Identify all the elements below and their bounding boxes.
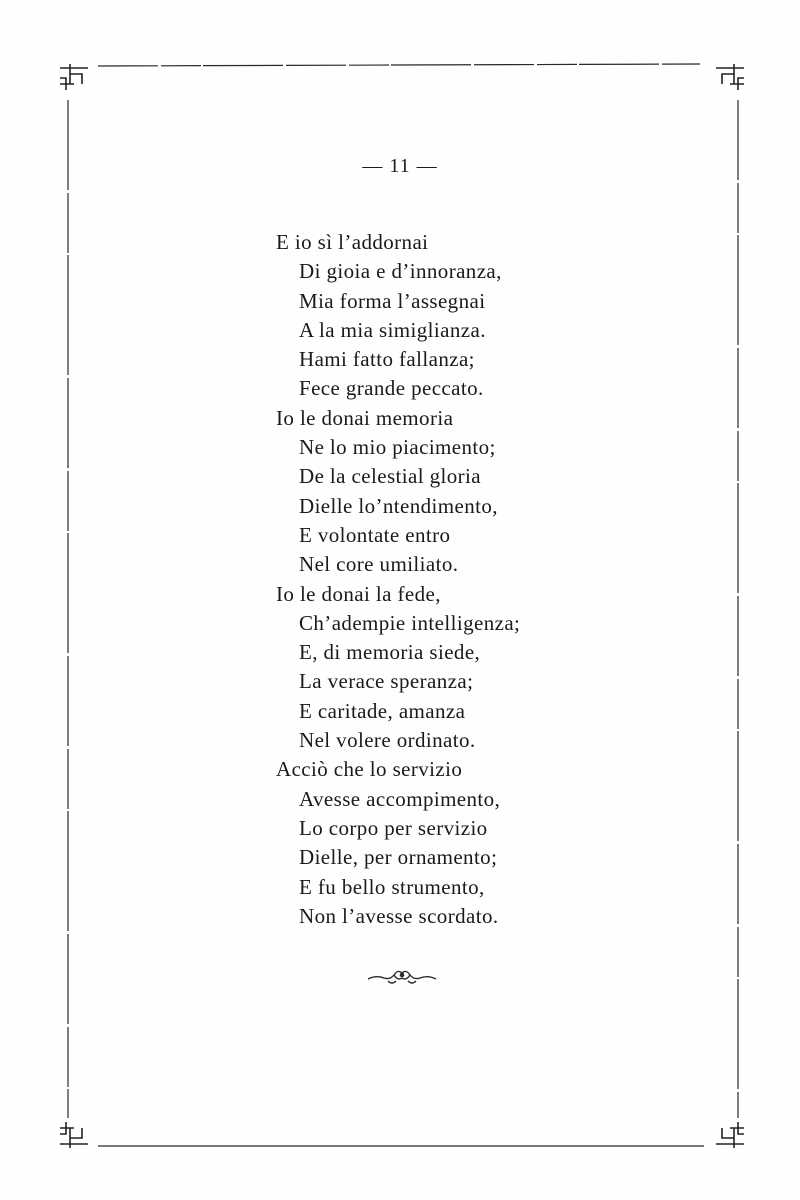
poem-line: Di gioia e d’innoranza, (299, 259, 502, 284)
poem-line: Dielle lo’ntendimento, (299, 493, 498, 518)
poem-line: Ch’adempie intelligenza; (299, 610, 521, 635)
poem-line: Fece grande peccato. (299, 376, 484, 401)
poem-line: Avesse accompimento, (299, 786, 501, 811)
poem-line: A la mia simiglianza. (299, 317, 486, 342)
poem-line: Acciò che lo servizio (276, 757, 463, 782)
poem-line: Dielle, per ornamento; (299, 845, 498, 870)
poem-line: E fu bello strumento, (299, 874, 485, 899)
poem-line: La verace speranza; (299, 669, 474, 694)
poem-line: Io le donai memoria (276, 405, 454, 430)
poem-line: Nel volere ordinato. (299, 728, 476, 753)
poem-line: Mia forma l’assegnai (299, 288, 486, 313)
floral-tailpiece-icon (366, 965, 438, 989)
fret-corner-ornament-icon (60, 64, 88, 90)
poem-line: Io le donai la fede, (276, 581, 441, 606)
poem-line: De la celestial gloria (299, 464, 481, 489)
fret-corner-ornament-icon (716, 64, 744, 90)
poem-line: E caritade, amanza (299, 698, 466, 723)
poem-line: Hami fatto fallanza; (299, 347, 475, 372)
poem-line: Nel core umiliato. (299, 552, 459, 577)
fret-corner-ornament-icon (716, 1122, 744, 1148)
poem-line: E io sì l’addornai (276, 230, 429, 254)
poem-line: Ne lo mio piacimento; (299, 435, 496, 460)
poem-line: Non l’avesse scordato. (299, 903, 499, 928)
fret-corner-ornament-icon (60, 1122, 88, 1148)
page-number: — 11 — (362, 155, 438, 177)
poem-line: E, di memoria siede, (299, 640, 481, 665)
poem-line: Lo corpo per servizio (299, 815, 488, 840)
poem-line: E volontate entro (299, 522, 451, 547)
poem-body (276, 228, 676, 931)
border-top-line (98, 64, 700, 66)
